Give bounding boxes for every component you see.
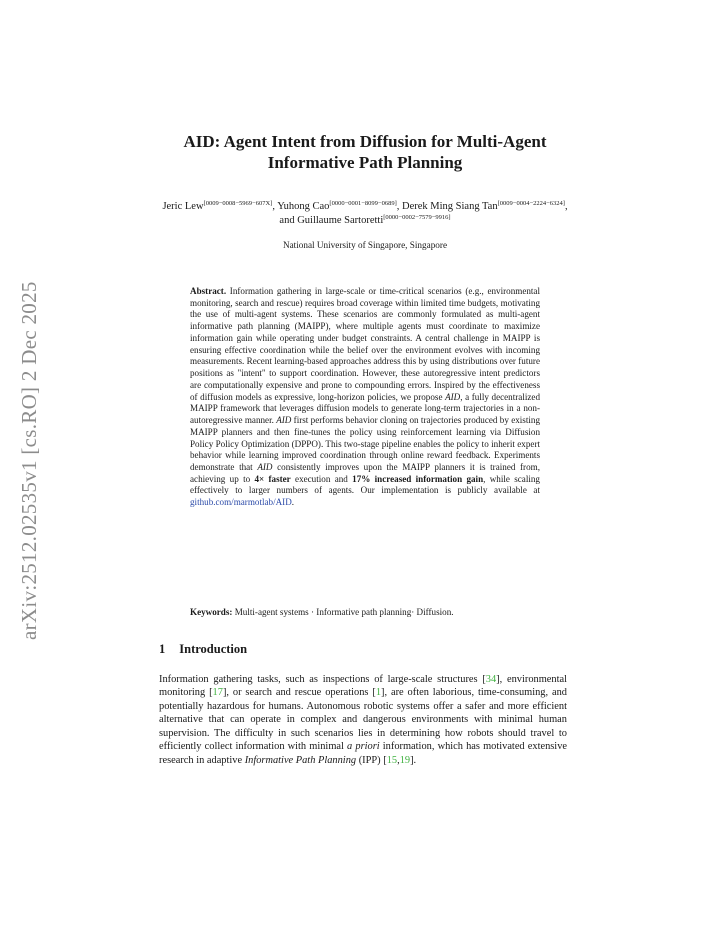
section-title: Introduction [179, 642, 248, 656]
section-heading [159, 642, 247, 657]
abstract-label: Abstract. [190, 286, 227, 296]
author-orcid: [0009−0008−5969−607X] [203, 200, 273, 207]
keywords [190, 607, 540, 617]
abstract [190, 286, 540, 509]
citation-link[interactable]: 34 [485, 674, 497, 685]
keywords-label: Keywords: [190, 607, 233, 617]
title-line-1: AID: Agent Intent from Diffusion for Multi-Agent [183, 132, 547, 151]
abstract-text: , a fully decentralized MAIPP framework that leverages diffusion models to generate long-term trajectories in a non-autoregressive manner. [190, 391, 540, 426]
intro-emphasis: a priori [347, 741, 380, 753]
author-orcid: [0000−0002−7579−9916] [383, 213, 451, 221]
intro-text: ], are often laborious, time-consuming, and potentially hazardous for humans. Autonomous robotic systems offer a safer and more efficient alternative that can operate in complex and dangerous environments with minimal human supervision. The difficulty in such scenarios lies in determining how robots should travel to efficiently collect information with minimal [159, 687, 567, 753]
abstract-text: first performs behavior cloning on trajectories produced by existing MAIPP planners and then fine-tunes the policy using reinforcement learning via Diffusion Policy Policy Optimization (DPPO). This two-stage pipeline enables the policy to inherit expert behavior while learning improved coordination through online reward feedback. Experiments demonstrate that [190, 415, 540, 473]
abstract-highlight: 17% increased information gain [352, 473, 484, 484]
intro-text: information, which has motivated extensive research in adaptive [159, 741, 568, 766]
abstract-text: execution and [290, 473, 353, 484]
author-name: Yuhong Cao [277, 201, 330, 212]
abstract-text: . [291, 497, 295, 508]
author-orcid: [0000−0001−8099−0689] [329, 200, 397, 207]
abstract-text: Information gathering in large-scale or time-critical scenarios (e.g., environmental monitoring, search and rescue) requires broad coverage within limited time budgets, motivating the use of multi-agent systems. These scenarios are commonly formulated as multi-agent informative path planning (MAIPP), where multiple agents must coordinate to maximize information gain while operating under budget constraints. A central challenge in MAIPP is ensuring effective coordination while the belief over the environment evolves with incoming measurements. Recent learning-based approaches address this by using distributions over future positions as "intent" to support coordination. However, these autoregressive intent predictors are computationally expensive and prone to compounding errors. Inspired by the effectiveness of diffusion models as expressive, long-horizon policies, we propose [190, 286, 540, 402]
intro-paragraph [159, 673, 567, 767]
section-number: 1 [159, 642, 166, 656]
author-name: Guillaume Sartoretti [297, 214, 384, 226]
author-orcid: [0009−0004−2224−6324] [497, 200, 565, 207]
abstract-highlight: 4× faster [254, 473, 291, 484]
citation-link[interactable]: 19 [399, 754, 411, 766]
abstract-method-name: AID [276, 415, 292, 426]
author-name: Jeric Lew [162, 201, 204, 212]
citation-link[interactable]: 15 [386, 754, 398, 766]
author-name: Derek Ming Siang Tan [402, 201, 498, 212]
paper-title [150, 131, 580, 173]
abstract-text: , while scaling effectively to larger numbers of agents. Our implementation is publicly available at [190, 473, 540, 496]
citation-link[interactable]: 1 [375, 687, 382, 699]
author-list: Jeric Lew[0009−0008−5969−607X], Yuhong Cao[0000−0001−8099−0689], Derek Ming Siang Tan[0009−0004−2224−6324], and Guillaume Sartoretti[0000−0002−7579−9916] [162, 200, 568, 226]
github-link[interactable]: github.com/marmotlab/AID [190, 497, 292, 508]
abstract-method-name: AID [445, 391, 461, 402]
intro-text: ], environmental monitoring [ [159, 674, 567, 699]
citation-link[interactable]: 17 [212, 687, 223, 699]
affiliation: National University of Singapore, Singapore [282, 240, 448, 250]
intro-text: (IPP) [ [356, 754, 387, 766]
keywords-text: Multi-agent systems · Informative path planning· Diffusion. [232, 607, 454, 617]
intro-text: ], or search and rescue operations [ [222, 687, 376, 699]
intro-text: Information gathering tasks, such as inspections of large-scale structures [ [159, 674, 486, 685]
intro-emphasis: Informative Path Planning [244, 754, 357, 766]
abstract-method-name: AID [257, 462, 273, 473]
abstract-text: consistently improves upon the MAIPP planners it is trained from, achieving up to [190, 462, 540, 484]
title-line-2: Informative Path Planning [267, 153, 463, 172]
arxiv-stamp: arXiv:2512.02535v1 [cs.RO] 2 Dec 2025 [17, 281, 41, 640]
intro-text: ]. [410, 754, 417, 766]
intro-text: , [397, 754, 400, 766]
